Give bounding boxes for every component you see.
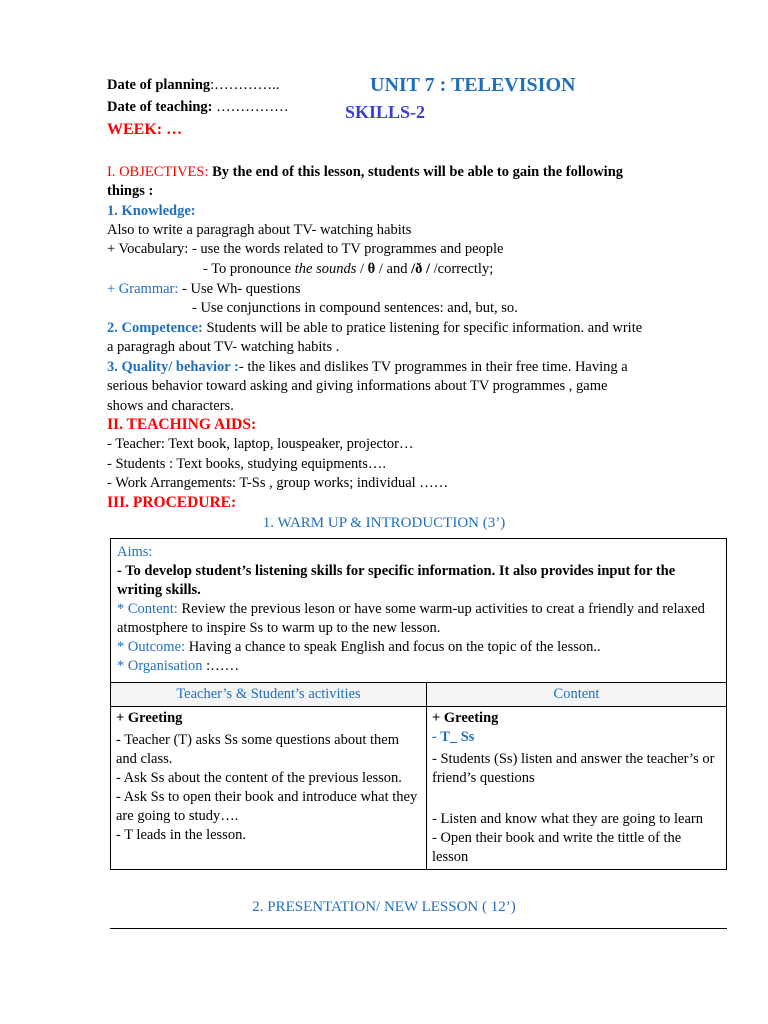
date-of-teaching: Date of teaching: …………… [107, 99, 289, 115]
content-item: - Students (Ss) listen and answer the teacher’s or friend’s questions [432, 751, 715, 786]
aids-students: - Students : Text books, studying equipments…. [107, 456, 387, 472]
aids-teacher: - Teacher: Text book, laptop, louspeaker, projector… [107, 436, 414, 452]
content-item: - Open their book and write the tittle of the lesson [432, 830, 682, 865]
date-of-planning: Date of planning:………….. [107, 77, 280, 93]
procedure-heading: III. PROCEDURE: [107, 494, 237, 511]
col-content-header: Content [427, 683, 727, 707]
warmup-title: 1. WARM UP & INTRODUCTION (3’) [262, 515, 506, 531]
competence-line: 2. Competence: Students will be able to pratice listening for specific information. and write [107, 320, 643, 336]
pronounce-line: - To pronounce the sounds / θ / and /ð / /correctly; [203, 261, 494, 277]
activity-item: - Teacher (T) asks Ss some questions about them and class. [116, 732, 400, 767]
aims-cell [111, 539, 727, 683]
competence-line-2: a paragragh about TV- watching habits . [107, 339, 340, 355]
quality-line: 3. Quality/ behavior :- the likes and dislikes TV programmes in their free time. Having a [107, 359, 628, 375]
warmup-table [110, 538, 727, 870]
t-ss-label: - T_ Ss [432, 729, 475, 745]
bottom-divider [110, 928, 727, 929]
right-greeting: + Greeting [432, 710, 499, 726]
content-line: * Content: Review the previous leson or have some warm-up activities to creat a friendly and relaxed atmostphere to inspire Ss to warm up to the new lesson. [117, 601, 705, 636]
teaching-aids-heading: II. TEACHING AIDS: [107, 416, 257, 433]
grammar-line: + Grammar: - Use Wh- questions [107, 281, 301, 297]
objectives-heading: I. OBJECTIVES: [107, 164, 209, 180]
organisation-line: * Organisation :…… [117, 658, 240, 674]
outcome-line: * Outcome: Having a chance to speak English and focus on the topic of the lesson.. [117, 639, 601, 655]
activity-item: - Ask Ss to open their book and introduce what they are going to study…. [116, 789, 418, 824]
knowledge-line: Also to write a paragragh about TV- watching habits [107, 222, 412, 238]
knowledge-heading: 1. Knowledge: [107, 203, 196, 219]
aims-text: - To develop student’s listening skills for specific information. It also provides input for the writing skills. [117, 563, 676, 598]
left-greeting: + Greeting [116, 710, 183, 726]
quality-line-3: shows and characters. [107, 398, 234, 414]
unit-title: UNIT 7 : TELEVISION [370, 74, 576, 96]
quality-heading: 3. Quality/ behavior : [107, 359, 239, 375]
aims-label: Aims: [117, 544, 153, 560]
activity-item: - Ask Ss about the content of the previous lesson. [116, 770, 402, 786]
aids-work-arrangements: - Work Arrangements: T-Ss , group works; individual …… [107, 475, 449, 491]
activities-cell [111, 707, 427, 870]
col-activities-header: Teacher’s & Student’s activities [111, 683, 427, 707]
presentation-title: 2. PRESENTATION/ NEW LESSON ( 12’) [252, 899, 516, 915]
activity-item: - T leads in the lesson. [116, 827, 246, 843]
content-item: - Listen and know what they are going to learn [432, 811, 703, 827]
grammar-line-2: - Use conjunctions in compound sentences: and, but, so. [192, 300, 518, 316]
content-cell [427, 707, 727, 870]
objectives-intro: I. OBJECTIVES: By the end of this lesson, students will be able to gain the following [107, 164, 624, 180]
skills-title: SKILLS-2 [345, 102, 426, 122]
objectives-intro-cont: things : [107, 183, 154, 199]
competence-heading: 2. Competence: [107, 320, 203, 336]
week-label: WEEK: … [107, 121, 183, 138]
vocabulary-line: + Vocabulary: - use the words related to TV programmes and people [107, 241, 504, 257]
quality-line-2: serious behavior toward asking and giving informations about TV programmes , game [107, 378, 608, 394]
